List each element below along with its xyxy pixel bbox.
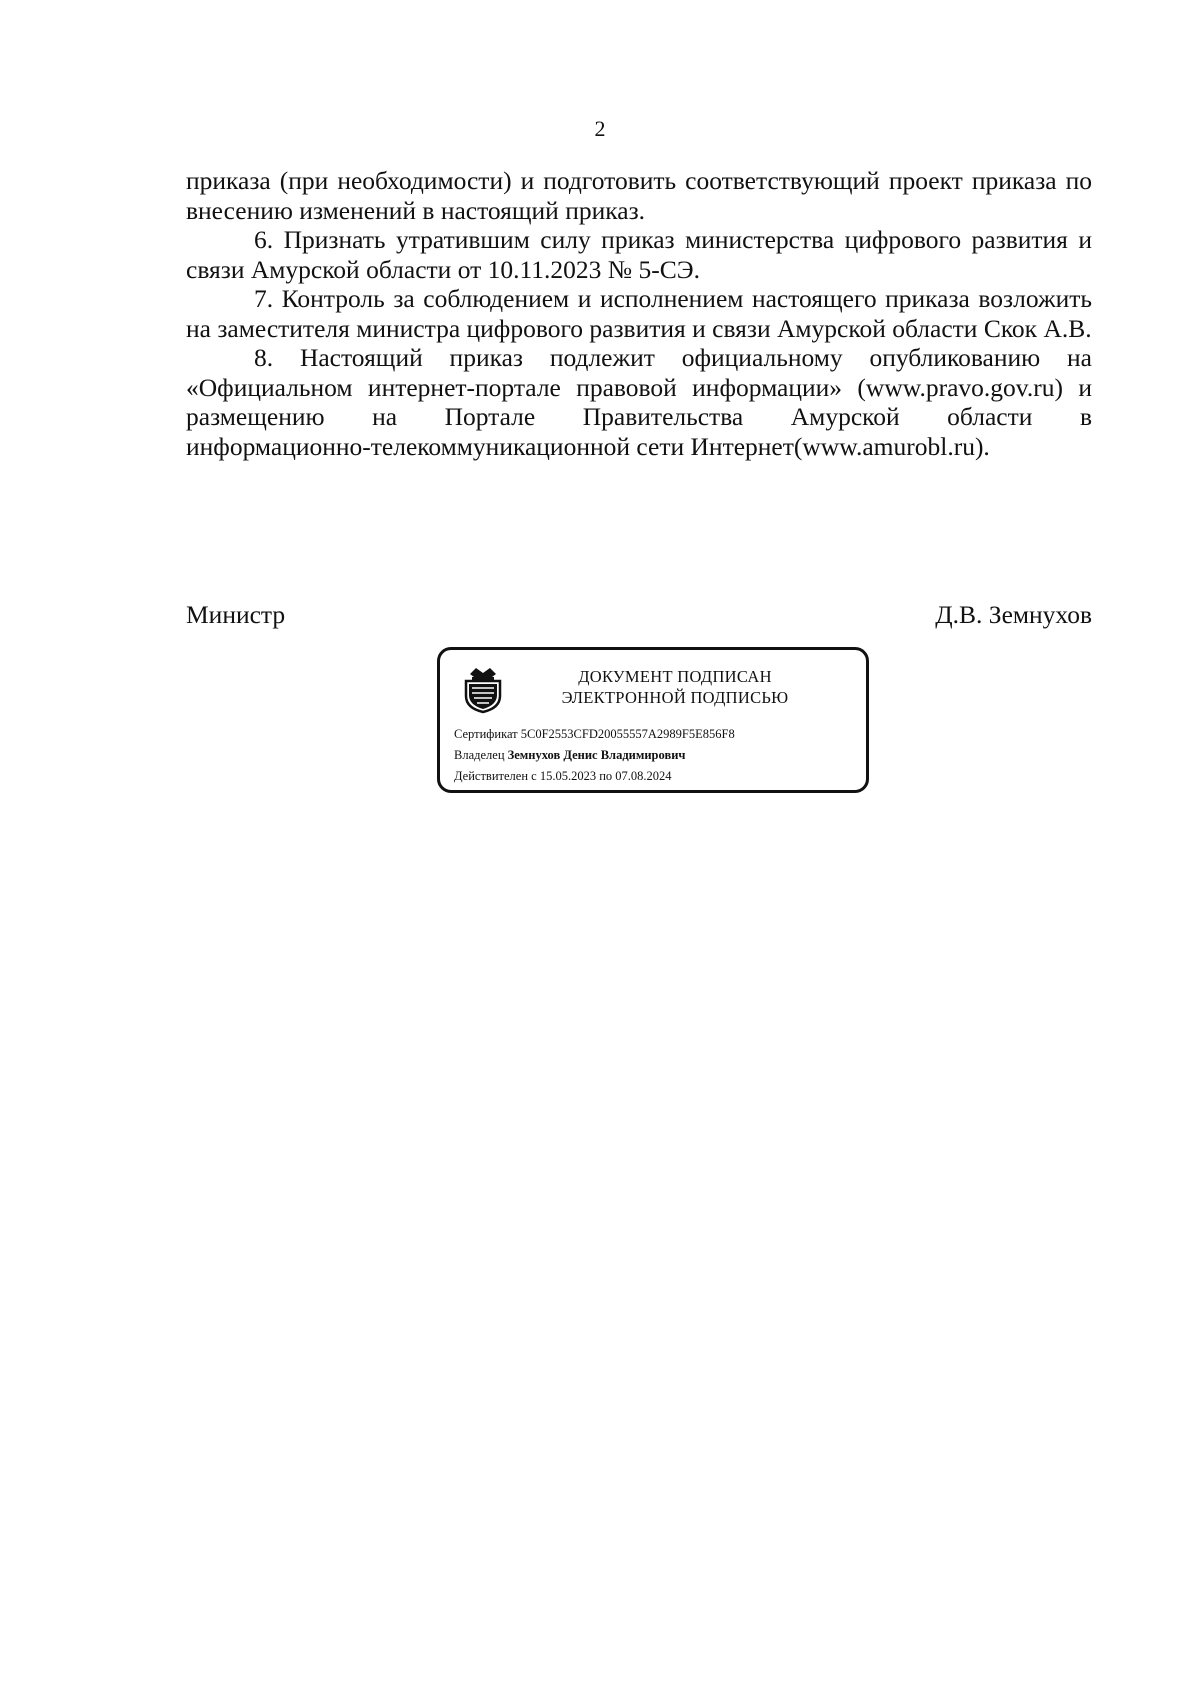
paragraph-continuation: приказа (при необходимости) и подготовить соответствующий проект приказа по внесению изменений в настоящий приказ. bbox=[186, 166, 1092, 225]
stamp-details bbox=[454, 724, 735, 787]
stamp-certificate-line bbox=[454, 724, 735, 745]
certificate-label: Сертификат bbox=[454, 727, 518, 741]
owner-value: Земнухов Денис Владимирович bbox=[507, 748, 686, 762]
paragraph-item-6: 6. Признать утратившим силу приказ министерства цифрового развития и связи Амурской области от 10.11.2023 № 5-СЭ. bbox=[186, 225, 1092, 284]
valid-to: 07.08.2024 bbox=[615, 769, 672, 783]
stamp-owner-line bbox=[454, 745, 735, 766]
paragraph-item-8: 8. Настоящий приказ подлежит официальному опубликованию на «Официальном интернет-портале правовой информации» (www.pravo.gov.ru) и размещению на Портале Правительства Амурской области в bbox=[186, 343, 1092, 431]
stamp-title bbox=[530, 666, 820, 708]
page-number: 2 bbox=[594, 116, 606, 141]
signature-block bbox=[186, 600, 1092, 630]
signer-position: Министр bbox=[186, 600, 286, 629]
document-body bbox=[186, 166, 1092, 461]
stamp-validity-line bbox=[454, 766, 735, 787]
paragraph-item-7: 7. Контроль за соблюдением и исполнением настоящего приказа возложить на заместителя министра цифрового развития и связи Амурской области Скок А.В. bbox=[186, 284, 1092, 343]
electronic-signature-stamp bbox=[437, 647, 869, 793]
stamp-title-line-1: ДОКУМЕНТ ПОДПИСАН bbox=[578, 667, 772, 686]
signer-name: Д.В. Земнухов bbox=[935, 600, 1092, 629]
certificate-value: 5C0F2553CFD20055557A2989F5E856F8 bbox=[520, 727, 735, 741]
valid-label: Действителен bbox=[454, 769, 529, 783]
stamp-title-line-2: ЭЛЕКТРОННОЙ ПОДПИСЬЮ bbox=[561, 688, 789, 707]
owner-label: Владелец bbox=[454, 748, 505, 762]
valid-from-prefix: с bbox=[531, 769, 537, 783]
coat-of-arms-icon bbox=[462, 664, 504, 714]
paragraph-item-8-end: информационно-телекоммуникационной сети Интернет(www.amurobl.ru). bbox=[186, 431, 990, 461]
valid-to-prefix: по bbox=[599, 769, 613, 783]
valid-from: 15.05.2023 bbox=[539, 769, 597, 783]
